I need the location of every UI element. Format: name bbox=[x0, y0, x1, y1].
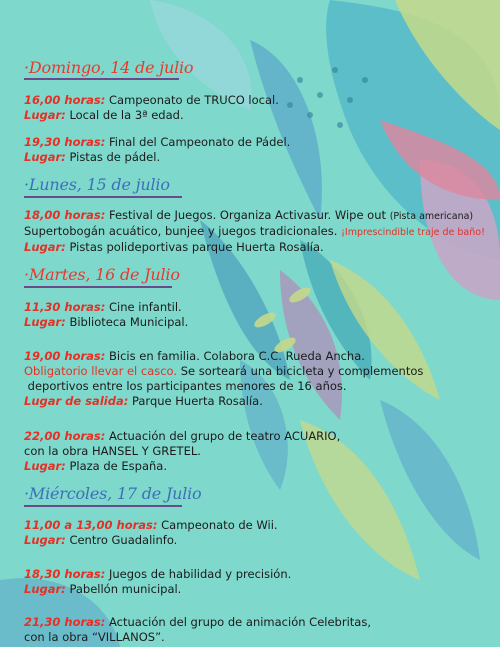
event-time: 18,00 horas: bbox=[24, 208, 106, 222]
event-desc: Cine infantil. bbox=[109, 300, 182, 314]
place-label: Lugar: bbox=[24, 315, 66, 329]
event-time: 16,00 horas: bbox=[24, 93, 106, 107]
event-desc-line2: con la obra “VILLANOS”. bbox=[24, 630, 165, 644]
event-place: Local de la 3ª edad. bbox=[69, 108, 184, 122]
day-underline bbox=[24, 196, 182, 198]
event-place: Pistas polideportivas parque Huerta Rosalía. bbox=[69, 240, 324, 254]
event-desc: Actuación del grupo de teatro ACUARIO, bbox=[109, 429, 341, 443]
event-desc: Festival de Juegos. Organiza Activasur. Wipe out bbox=[109, 208, 387, 222]
event-juegos bbox=[24, 567, 291, 597]
event-time: 19,00 horas: bbox=[24, 349, 106, 363]
event-place: Pistas de pádel. bbox=[69, 150, 161, 164]
event-time: 18,30 horas: bbox=[24, 567, 106, 581]
event-time: 22,00 horas: bbox=[24, 429, 106, 443]
event-desc: Bicis en familia. Colabora C.C. Rueda Ancha. bbox=[109, 349, 365, 363]
day-title-miercoles: ·Miércoles, 17 de Julio bbox=[24, 484, 202, 503]
event-time: 19,30 horas: bbox=[24, 135, 106, 149]
event-time: 11,30 horas: bbox=[24, 300, 106, 314]
day-underline bbox=[24, 78, 179, 80]
event-festival bbox=[24, 208, 485, 255]
day-title-martes: ·Martes, 16 de Julio bbox=[24, 265, 180, 284]
place-label: Lugar: bbox=[24, 108, 66, 122]
event-cine bbox=[24, 300, 188, 330]
event-wii bbox=[24, 518, 278, 548]
event-bicis bbox=[24, 349, 423, 409]
event-place: Parque Huerta Rosalía. bbox=[131, 394, 263, 408]
event-desc-line3: deportivos entre los participantes menores de 16 años. bbox=[27, 379, 347, 393]
place-label: Lugar: bbox=[24, 533, 66, 547]
place-label: Lugar: bbox=[24, 150, 66, 164]
place-label: Lugar: bbox=[24, 459, 66, 473]
event-teatro bbox=[24, 429, 340, 474]
day-underline bbox=[24, 286, 172, 288]
place-label: Lugar: bbox=[24, 582, 66, 596]
place-label: Lugar de salida: bbox=[24, 394, 129, 408]
event-place: Plaza de España. bbox=[69, 459, 167, 473]
day-underline bbox=[24, 505, 182, 507]
event-desc: Final del Campeonato de Pádel. bbox=[109, 135, 291, 149]
event-warning: ¡Imprescindible traje de baño! bbox=[341, 227, 485, 238]
event-desc: Campeonato de Wii. bbox=[161, 518, 278, 532]
event-warning: Obligatorio llevar el casco. bbox=[24, 364, 178, 378]
place-label: Lugar: bbox=[24, 240, 66, 254]
event-desc-line2: Se sorteará una bicicleta y complementos bbox=[180, 364, 424, 378]
event-desc-line2: Supertobogán acuático, bunjee y juegos tradicionales. bbox=[24, 224, 338, 238]
event-celebritas bbox=[24, 615, 371, 645]
event-padel bbox=[24, 135, 290, 165]
event-note: (Pista americana) bbox=[389, 211, 474, 222]
event-truco bbox=[24, 93, 279, 123]
event-time: 11,00 a 13,00 horas: bbox=[24, 518, 158, 532]
event-desc-line2: con la obra HANSEL Y GRETEL. bbox=[24, 444, 201, 458]
event-desc: Campeonato de TRUCO local. bbox=[109, 93, 279, 107]
event-desc: Actuación del grupo de animación Celebritas, bbox=[109, 615, 371, 629]
event-time: 21,30 horas: bbox=[24, 615, 106, 629]
day-title-lunes: ·Lunes, 15 de julio bbox=[24, 175, 170, 194]
event-place: Pabellón municipal. bbox=[69, 582, 182, 596]
event-desc: Juegos de habilidad y precisión. bbox=[109, 567, 292, 581]
event-place: Centro Guadalinfo. bbox=[69, 533, 178, 547]
day-title-domingo: ·Domingo, 14 de julio bbox=[24, 58, 194, 77]
event-place: Biblioteca Municipal. bbox=[69, 315, 189, 329]
